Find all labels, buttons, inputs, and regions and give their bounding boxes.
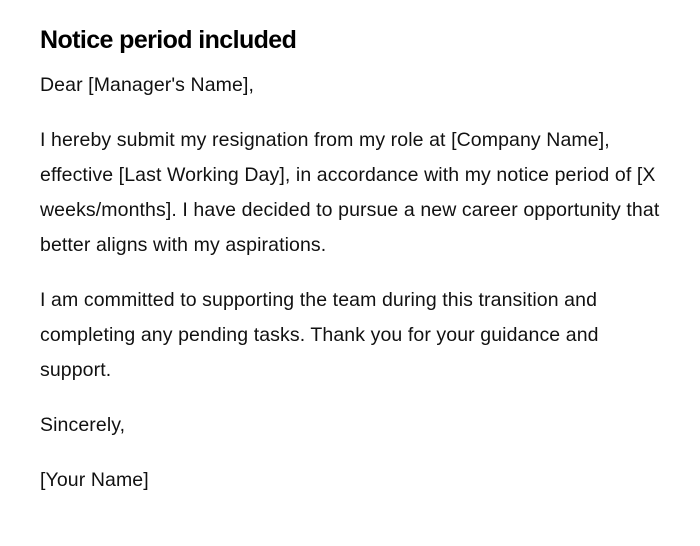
letter-greeting: Dear [Manager's Name], (40, 74, 255, 96)
letter-signature: [Your Name] (40, 469, 149, 491)
letter-title: Notice period included (40, 26, 297, 54)
letter-paragraph-transition: I am committed to supporting the team during this transition and completing any pending tasks. Thank you for your guidance and support. (40, 289, 599, 381)
letter-closing: Sincerely, (40, 414, 126, 436)
letter-paragraph-resignation: I hereby submit my resignation from my role at [Company Name], effective [Last Working Day], in accordance with my notice period of [X weeks/months]. I have decided to pursue a new career opportunity that better aligns with my aspirations. (40, 129, 660, 256)
